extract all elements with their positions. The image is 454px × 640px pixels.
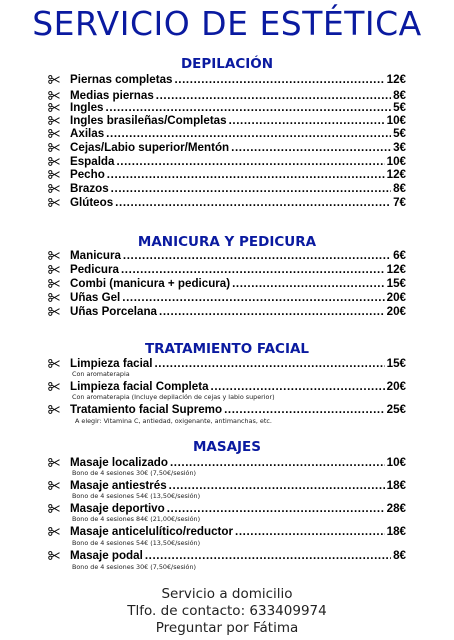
leader-dots <box>232 276 385 291</box>
item-name: Masaje antiestrés <box>70 479 167 492</box>
leader-dots <box>170 455 385 470</box>
item-price: 8€ <box>393 182 406 195</box>
item-name: Limpieza facial Completa <box>70 380 209 393</box>
page-title: SERVICIO DE ESTÉTICA <box>32 4 422 43</box>
list-item <box>48 195 406 210</box>
footer-service-note: Servicio a domicilio <box>161 586 293 602</box>
leader-dots <box>159 304 385 319</box>
scissors-icon <box>48 402 70 417</box>
item-price: 20€ <box>386 305 406 318</box>
item-name: Espalda <box>70 155 115 168</box>
item-note: Bono de 4 sesiones 54€ (13,50€/sesión) <box>72 539 201 547</box>
list-item <box>48 356 406 371</box>
scissors-icon <box>48 167 70 182</box>
item-name: Masaje podal <box>70 549 143 562</box>
item-name: Uñas Gel <box>70 291 121 304</box>
section-heading-facial: TRATAMIENTO FACIAL <box>144 341 310 357</box>
leader-dots <box>115 195 391 210</box>
leader-dots <box>107 167 385 182</box>
footer-contact-person: Preguntar por Fátima <box>155 620 299 636</box>
list-item <box>48 304 406 319</box>
list-item <box>48 126 406 141</box>
leader-dots <box>231 140 391 155</box>
scissors-icon <box>48 262 70 277</box>
item-name: Masaje localizado <box>70 456 168 469</box>
item-name: Pecho <box>70 168 105 181</box>
scissors-icon <box>48 524 70 539</box>
scissors-icon <box>48 126 70 141</box>
item-name: Pedicura <box>70 263 119 276</box>
scissors-icon <box>48 181 70 196</box>
item-price: 25€ <box>386 403 406 416</box>
leader-dots <box>224 402 385 417</box>
list-item <box>48 455 406 470</box>
leader-dots <box>145 548 391 563</box>
item-note: A elegir: Vitamina C, antiedad, oxigenante, antimanchas, etc. <box>75 417 272 425</box>
scissors-icon <box>48 140 70 155</box>
item-note: Con aromaterapia (Incluye depilación de cejas y labio superior) <box>72 393 275 401</box>
item-name: Manicura <box>70 249 121 262</box>
list-item <box>48 262 406 277</box>
item-name: Brazos <box>70 182 109 195</box>
leader-dots <box>154 356 384 371</box>
item-name: Axilas <box>70 127 105 140</box>
leader-dots <box>123 248 391 263</box>
item-price: 18€ <box>386 525 406 538</box>
item-name: Masaje deportivo <box>70 502 165 515</box>
footer-phone: Tlfo. de contacto: 633409974 <box>127 603 327 619</box>
item-price: 20€ <box>386 291 406 304</box>
leader-dots <box>235 524 385 539</box>
scissors-icon <box>48 478 70 493</box>
item-name: Masaje anticelulítico/reductor <box>70 525 234 538</box>
item-name: Uñas Porcelana <box>70 305 157 318</box>
leader-dots <box>111 181 391 196</box>
item-price: 10€ <box>386 456 406 469</box>
item-price: 8€ <box>393 549 406 562</box>
scissors-icon <box>48 379 70 394</box>
item-note: Bono de 4 sesiones 54€ (13,50€/sesión) <box>72 492 201 500</box>
item-note: Con aromaterapia <box>72 370 130 378</box>
list-item <box>48 478 406 493</box>
item-note: Bono de 4 sesiones 84€ (21,00€/sesión) <box>72 515 201 523</box>
item-price: 18€ <box>386 479 406 492</box>
item-name: Limpieza facial <box>70 357 153 370</box>
scissors-icon <box>48 248 70 263</box>
item-name: Ingles <box>70 101 104 114</box>
item-price: 15€ <box>386 357 406 370</box>
scissors-icon <box>48 290 70 305</box>
list-item <box>48 402 406 417</box>
list-item <box>48 501 406 516</box>
item-name: Medias piernas <box>70 89 154 102</box>
list-item <box>48 379 406 394</box>
item-name: Combi (manicura + pedicura) <box>70 277 231 290</box>
item-price: 12€ <box>386 263 406 276</box>
item-note: Bono de 4 sesiones 30€ (7,50€/sesión) <box>72 563 197 571</box>
item-price: 20€ <box>386 380 406 393</box>
scissors-icon <box>48 356 70 371</box>
item-price: 5€ <box>393 101 406 114</box>
item-name: Glúteos <box>70 196 114 209</box>
item-price: 6€ <box>393 249 406 262</box>
leader-dots <box>106 126 391 141</box>
scissors-icon <box>48 501 70 516</box>
item-name: Cejas/Labio superior/Mentón <box>70 141 230 154</box>
item-price: 7€ <box>393 196 406 209</box>
item-note: Bono de 4 sesiones 30€ (7,50€/sesión) <box>72 469 197 477</box>
list-item <box>48 548 406 563</box>
leader-dots <box>211 379 385 394</box>
item-price: 10€ <box>386 155 406 168</box>
item-price: 28€ <box>386 502 406 515</box>
scissors-icon <box>48 276 70 291</box>
item-price: 15€ <box>386 277 406 290</box>
list-item <box>48 290 406 305</box>
list-item <box>48 167 406 182</box>
list-item <box>48 72 406 87</box>
item-price: 12€ <box>386 168 406 181</box>
leader-dots <box>122 290 384 305</box>
section-heading-manicura: MANICURA Y PEDICURA <box>137 234 317 250</box>
item-price: 10€ <box>386 114 406 127</box>
item-price: 8€ <box>393 89 406 102</box>
leader-dots <box>174 72 384 87</box>
item-price: 5€ <box>393 127 406 140</box>
leader-dots <box>121 262 385 277</box>
scissors-icon <box>48 548 70 563</box>
item-name: Tratamiento facial Supremo <box>70 403 223 416</box>
scissors-icon <box>48 304 70 319</box>
scissors-icon <box>48 72 70 87</box>
item-price: 3€ <box>393 141 406 154</box>
list-item <box>48 181 406 196</box>
list-item <box>48 276 406 291</box>
leader-dots <box>167 501 385 516</box>
scissors-icon <box>48 455 70 470</box>
item-name: Ingles brasileñas/Completas <box>70 114 227 127</box>
list-item <box>48 524 406 539</box>
item-price: 12€ <box>386 73 406 86</box>
scissors-icon <box>48 195 70 210</box>
list-item <box>48 140 406 155</box>
section-heading-depilacion: DEPILACIÓN <box>180 56 274 72</box>
item-name: Piernas completas <box>70 73 173 86</box>
leader-dots <box>169 478 385 493</box>
list-item <box>48 248 406 263</box>
section-heading-masajes: MASAJES <box>192 439 262 455</box>
